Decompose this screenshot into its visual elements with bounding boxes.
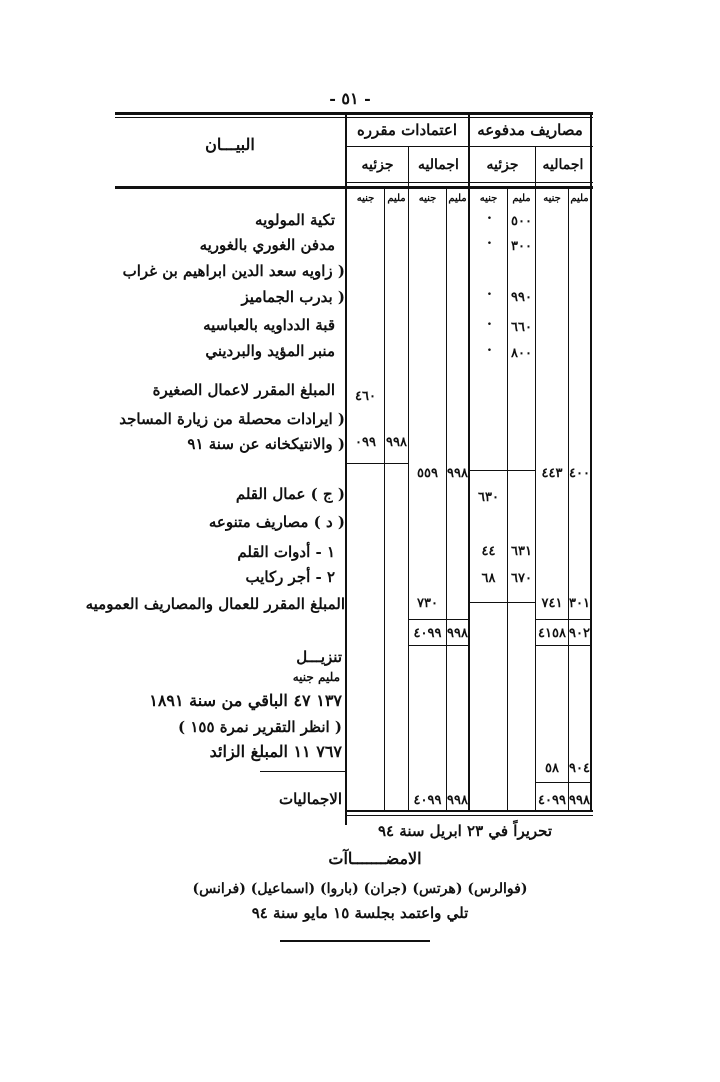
expenses-header: مصاريف مدفوعه — [477, 121, 583, 139]
expenses-total-header: اجماليه — [542, 157, 584, 173]
rent-pound: ٦٨ — [481, 571, 496, 586]
tools-millieme: ٦٣١ — [511, 544, 532, 559]
item-millieme: ٥٠٠ — [511, 214, 532, 229]
subtotal2-exp-pound: ٤١٥٨ — [538, 626, 566, 641]
deduction-exp-millieme: ٩٠٤ — [569, 761, 590, 776]
deduction-rule — [260, 771, 345, 772]
subtotal-rule — [470, 470, 535, 471]
signatures-title: الامضـــــــاآت — [328, 849, 422, 868]
expenses-partial-header: جزئيه — [486, 157, 519, 173]
unit-millieme: مليم — [448, 193, 467, 204]
item-label: ( بدرب الجماميز — [241, 288, 345, 306]
approval-line: تلي واعتمد بجلسة ١٥ مايو سنة ٩٤ — [251, 904, 469, 922]
col-line-7 — [446, 189, 447, 810]
mosque-revenue-millieme: ٩٩٨ — [386, 435, 407, 450]
remaining-from-1891: ١٣٧ ٤٧ الباقي من سنة ١٨٩١ — [149, 691, 342, 710]
item-pound: . — [487, 283, 492, 299]
deduction-title: تنزيـــل — [296, 648, 342, 666]
item-millieme: ٩٩٠ — [511, 290, 532, 305]
allocated-general-cred-pound: ٧٣٠ — [417, 596, 438, 611]
page-number: - ٥١ - — [329, 89, 371, 108]
bottom-rule — [345, 810, 593, 812]
header-bottom-rule — [115, 186, 593, 189]
misc-label: ( د ) مصاريف متنوعه — [208, 513, 345, 531]
col-line-3 — [590, 115, 592, 810]
col-line-2 — [468, 115, 470, 810]
item-label: تكية المولويه — [255, 211, 335, 229]
subtotal1-exp-pound: ٤٤٣ — [541, 466, 563, 481]
excess-amount: ٧٦٧ ١١ المبلغ الزائد — [209, 742, 342, 761]
credits-header: اعتمادات مقرره — [356, 121, 458, 139]
rule — [536, 782, 590, 783]
item-label: مدفن الغوري بالغوريه — [199, 236, 335, 254]
col-line-8 — [507, 189, 508, 810]
unit-millieme: مليم — [512, 193, 531, 204]
totals-label: الاجماليات — [278, 790, 342, 808]
deduction-units: مليم جنيه — [292, 670, 340, 684]
mosque-revenue-line2: ( والانتيكخانه عن سنة ٩١ — [187, 435, 345, 453]
allocated-general-exp-pound: ٧٤١ — [541, 596, 563, 611]
col-line-1 — [345, 115, 347, 825]
unit-pound: جنيه — [479, 193, 498, 204]
subtotal2-cred-millieme: ٩٩٨ — [447, 626, 468, 641]
credits-partial-header: جزئيه — [361, 157, 394, 173]
subtotal2-cred-pound: ٤٠٩٩ — [413, 626, 442, 641]
signatures: (فوالرس) (هرتس) (جران) (باروا) (اسماعيل) (فرانس) — [192, 881, 528, 897]
totals-exp-pound: ٤٠٩٩ — [538, 793, 566, 808]
subtotal1-exp-millieme: ٤٠٠ — [569, 466, 590, 481]
item-millieme: ٨٠٠ — [511, 346, 532, 361]
subtotal-rule — [536, 619, 590, 620]
item-pound: . — [487, 232, 492, 248]
top-rule-thin — [115, 117, 593, 118]
col-line-9 — [568, 189, 569, 810]
totals-exp-millieme: ٩٩٨ — [569, 793, 590, 808]
allocated-small-works-label: المبلغ المقرر لاعمال الصغيرة — [152, 381, 335, 399]
subtotal-rule — [347, 463, 408, 464]
item-label: منبر المؤيد والبرديني — [205, 342, 335, 360]
tools-label: ١ - أدوات القلم — [237, 543, 335, 561]
pen-works-label: ( ج ) عمال القلم — [235, 485, 345, 503]
allocated-general-exp-millieme: ٣٠١ — [569, 596, 590, 611]
subtotal2-exp-millieme: ٩٠٢ — [569, 626, 590, 641]
mosque-revenue-line1: ( ايرادات محصلة من زيارة المساجد — [119, 410, 345, 428]
item-label: ( زاويه سعد الدين ابراهيم بن غراب — [122, 262, 345, 280]
subtotal-rule — [409, 645, 468, 646]
item-pound: . — [487, 207, 492, 223]
unit-pound: جنيه — [418, 193, 437, 204]
item-millieme: ٣٠٠ — [511, 239, 532, 254]
subtotal-rule — [409, 619, 468, 620]
top-rule — [115, 112, 593, 115]
see-report: ( انظر التقرير نمرة ١٥٥ ) — [178, 718, 342, 736]
item-pound: . — [487, 313, 492, 329]
bayan-header: البيـــان — [205, 135, 255, 154]
subtotal-rule — [536, 645, 590, 646]
subtotal1-cred-millieme: ٩٩٨ — [447, 466, 468, 481]
item-label: قبة الدداويه بالعباسيه — [203, 316, 335, 334]
unit-pound: جنيه — [356, 193, 375, 204]
bottom-rule-thin — [345, 815, 593, 816]
date-line: تحريراً في ٢٣ ابريل سنة ٩٤ — [377, 822, 553, 840]
closing-rule — [280, 940, 430, 942]
rent-millieme: ٦٧٠ — [511, 571, 532, 586]
item-pound: . — [487, 339, 492, 355]
credits-total-header: اجماليه — [418, 157, 459, 173]
pen-works-pound: ٦٣٠ — [478, 490, 499, 505]
mosque-revenue-pound: ٠٩٩ — [355, 435, 376, 450]
unit-millieme: مليم — [570, 193, 589, 204]
allocated-general-label: المبلغ المقرر للعمال والمصاريف العموميه — [85, 595, 345, 613]
tools-pound: ٤٤ — [481, 544, 496, 559]
rule — [470, 602, 535, 603]
unit-pound: جنيه — [543, 193, 561, 204]
rent-label: ٢ - أجر ركايب — [245, 568, 335, 586]
totals-cred-millieme: ٩٩٨ — [447, 793, 468, 808]
item-millieme: ٦٦٠ — [511, 320, 532, 335]
deduction-exp-pound: ٥٨ — [545, 761, 559, 776]
totals-cred-pound: ٤٠٩٩ — [413, 793, 442, 808]
subtotal1-cred-pound: ٥٥٩ — [417, 466, 438, 481]
unit-millieme: مليم — [387, 193, 406, 204]
allocated-small-works-pound: ٤٦٠ — [355, 389, 376, 404]
col-line-6 — [384, 189, 385, 810]
